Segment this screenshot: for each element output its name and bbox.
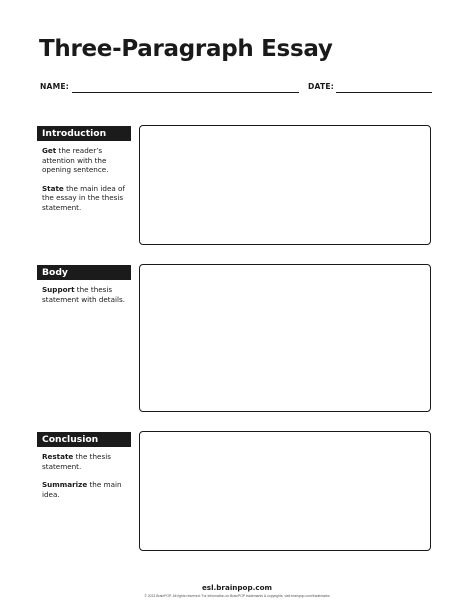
conclusion-header: Conclusion (37, 432, 131, 447)
conclusion-instructions (42, 452, 137, 508)
footer-url: esl.brainpop.com (201, 583, 273, 592)
introduction-answer-box[interactable] (139, 125, 431, 245)
name-field[interactable] (72, 92, 299, 93)
instruction-item: Get the reader’s attention with the opening sentence. (42, 146, 109, 175)
instruction-item: State the main idea of the essay in the thesis statement. (42, 183, 125, 212)
date-field[interactable] (336, 92, 432, 93)
introduction-instructions (42, 146, 137, 222)
body-header: Body (37, 265, 131, 280)
conclusion-answer-box[interactable] (139, 431, 431, 551)
instruction-item: Summarize the main idea. (42, 480, 122, 499)
body-instructions (42, 285, 137, 313)
name-label: NAME: (40, 82, 70, 91)
date-label: DATE: (308, 82, 334, 91)
instruction-item: Restate the thesis statement. (42, 452, 111, 471)
instruction-item: Support the thesis statement with details. (42, 285, 126, 304)
introduction-header: Introduction (37, 126, 131, 141)
page-title: Three-Paragraph Essay (39, 36, 333, 62)
footer-copyright: © 2013 BrainPOP. All rights reserved. For information on BrainPOP trademarks & copyrights, visit brainpop.com/trademarks (144, 594, 330, 598)
body-answer-box[interactable] (139, 264, 431, 412)
